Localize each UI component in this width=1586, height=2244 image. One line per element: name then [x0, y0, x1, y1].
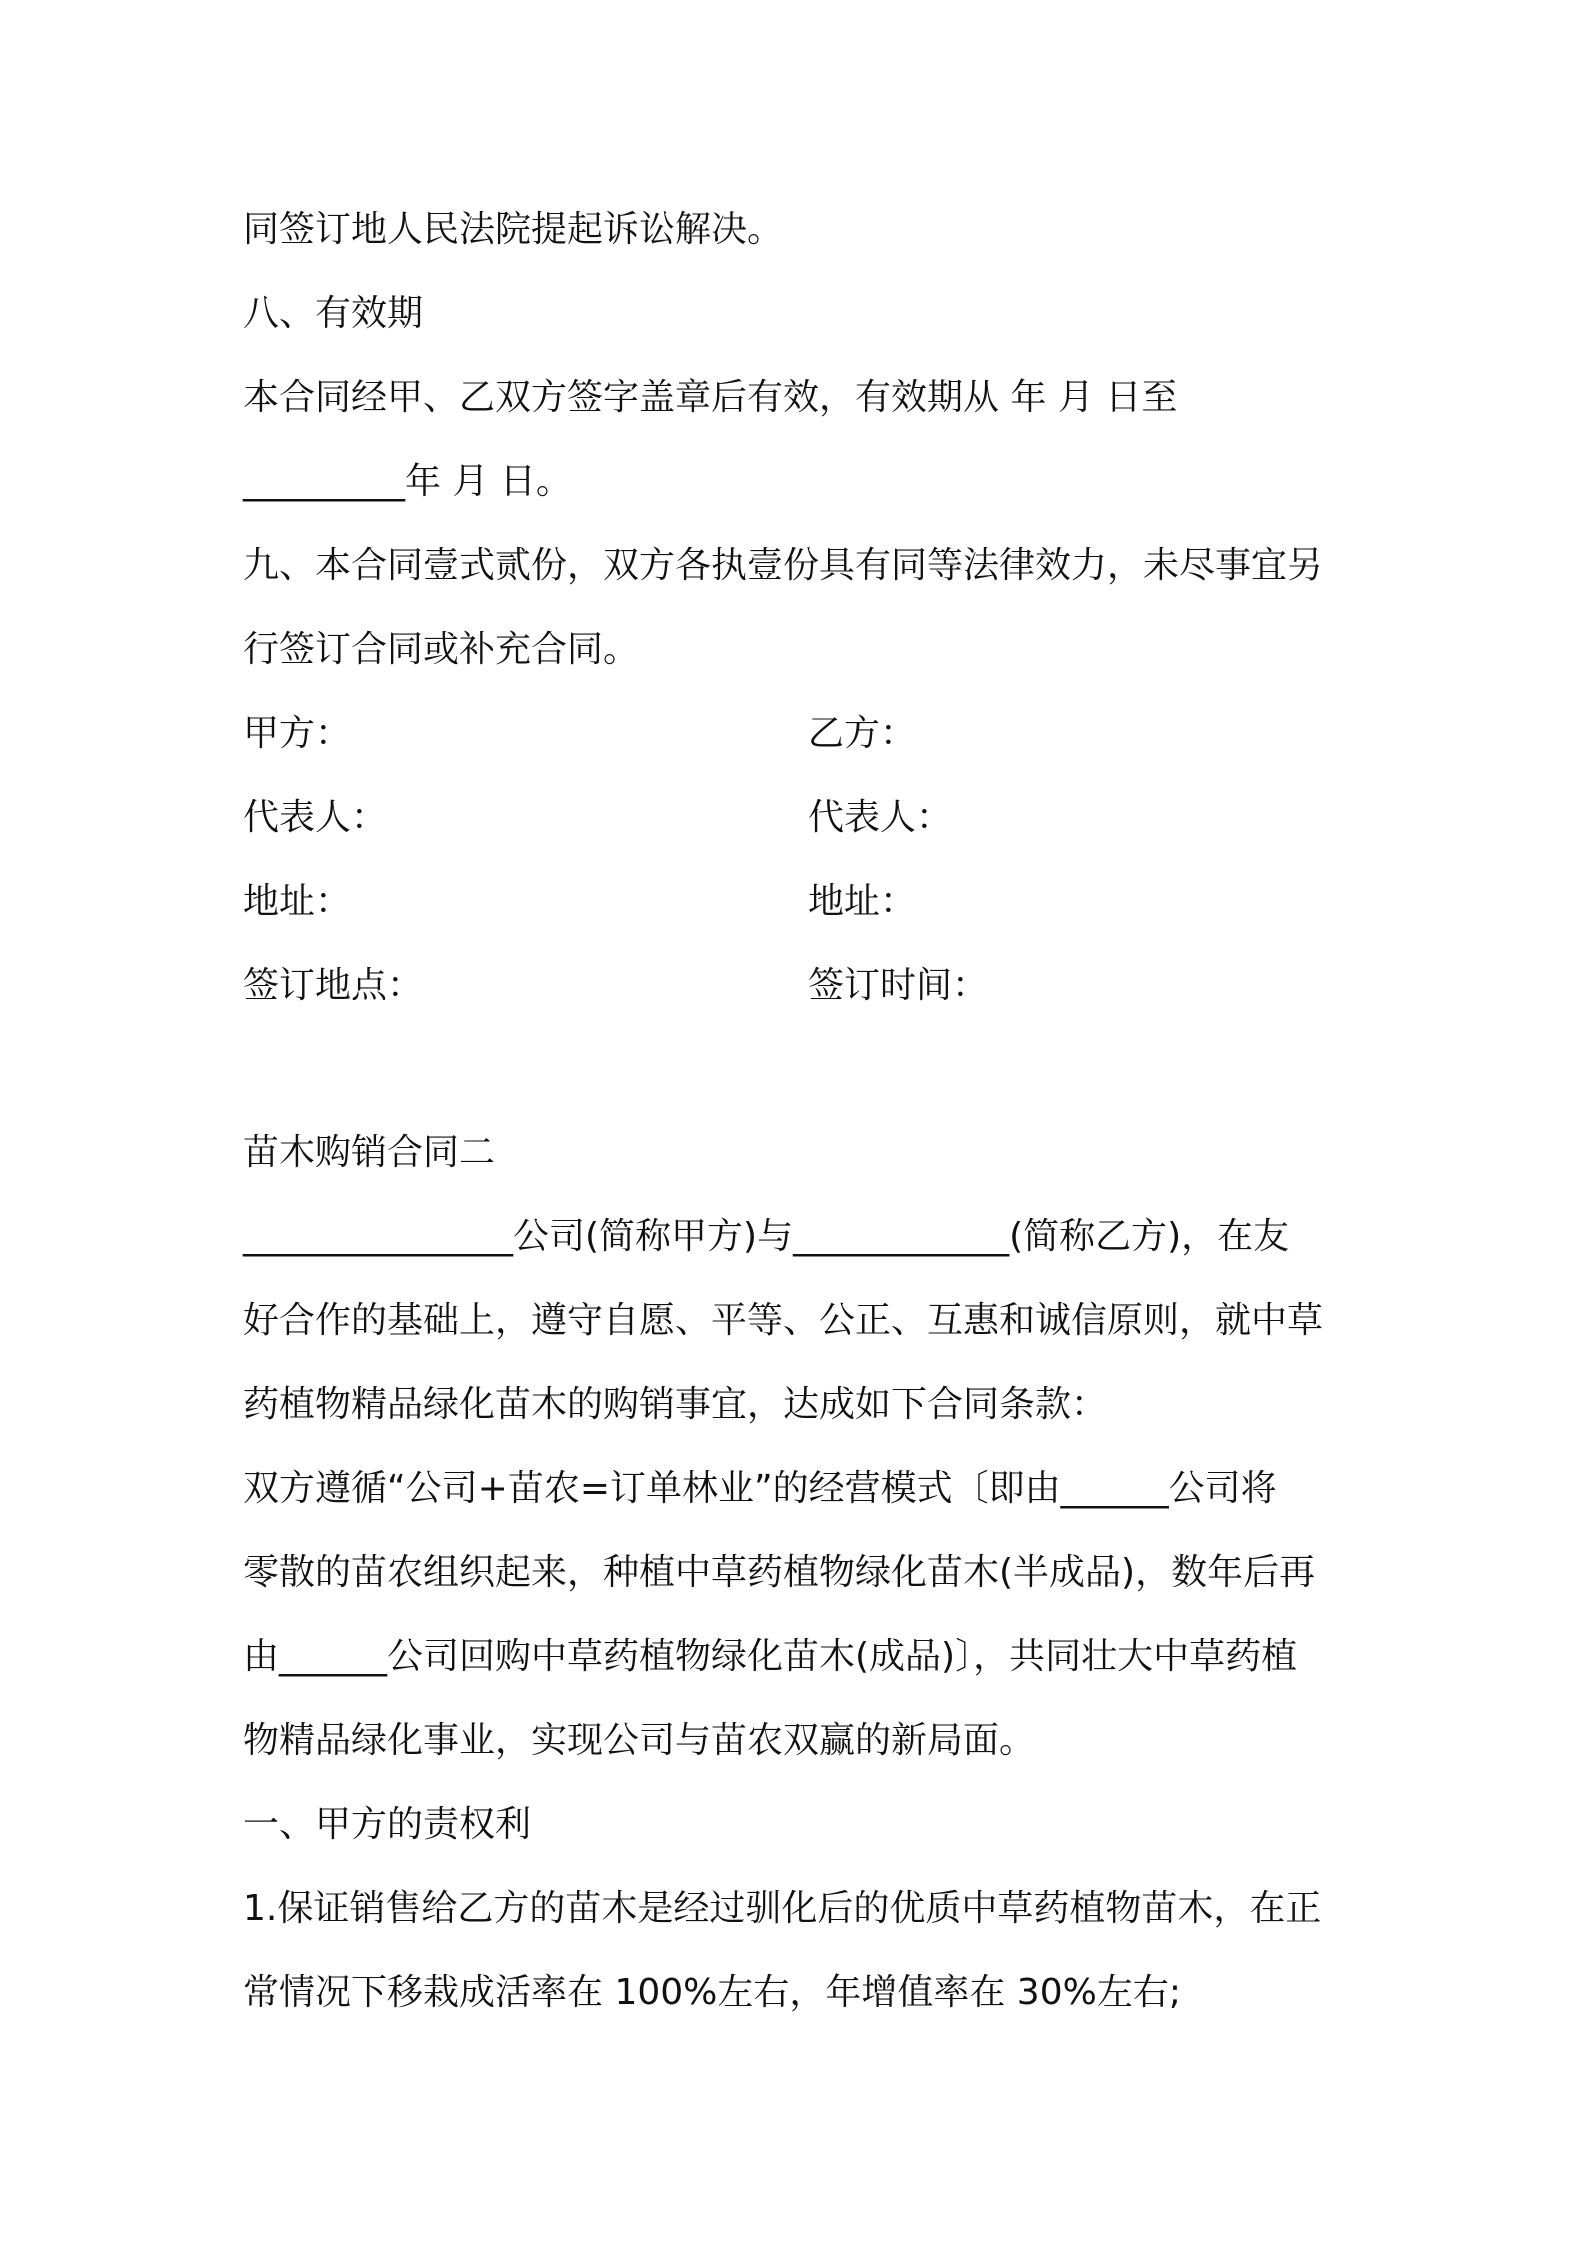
section-heading: 八、有效期	[243, 293, 424, 334]
text-line: 好合作的基础上，遵守自愿、平等、公正、互惠和诚信原则，就中草	[243, 1300, 1324, 1341]
text-line: 1.保证销售给乙方的苗木是经过驯化后的优质中草药植物苗木，在正	[243, 1888, 1322, 1929]
section-heading: 一、甲方的责权利	[243, 1804, 532, 1845]
party-a-label: 甲方：	[243, 713, 352, 754]
text-line: _________年 月 日。	[243, 461, 572, 502]
text-line: 同签订地人民法院提起诉讼解决。	[243, 209, 784, 250]
text-line: 常情况下移栽成活率在 100%左右，年增值率在 30%左右;	[243, 1972, 1181, 2013]
contract-title: 苗木购销合同二	[243, 1132, 496, 1173]
text-line: 零散的苗农组织起来，种植中草药植物绿化苗木(半成品)，数年后再	[243, 1552, 1316, 1593]
address-b-label: 地址：	[808, 881, 917, 922]
text-line: 本合同经甲、乙双方签字盖章后有效，有效期从 年 月 日至	[243, 377, 1178, 418]
text-line: 药植物精品绿化苗木的购销事宜，达成如下合同条款：	[243, 1384, 1108, 1425]
sign-place-label: 签订地点：	[243, 965, 424, 1006]
text-line: 由______公司回购中草药植物绿化苗木(成品)〕，共同壮大中草药植	[243, 1636, 1298, 1677]
text-line: 物精品绿化事业，实现公司与苗农双赢的新局面。	[243, 1720, 1036, 1761]
representative-b-label: 代表人：	[808, 797, 953, 838]
text-line: 九、本合同壹式贰份，双方各执壹份具有同等法律效力，未尽事宜另	[243, 545, 1324, 586]
text-line: 行签订合同或补充合同。	[243, 629, 640, 670]
representative-a-label: 代表人：	[243, 797, 388, 838]
address-a-label: 地址：	[243, 881, 352, 922]
party-b-label: 乙方：	[808, 713, 917, 754]
text-line: 双方遵循“公司+苗农=订单林业”的经营模式〔即由______公司将	[243, 1468, 1277, 1509]
sign-time-label: 签订时间：	[808, 965, 989, 1006]
text-line: _______________公司(简称甲方)与____________(简称乙方)，在友	[243, 1216, 1290, 1257]
